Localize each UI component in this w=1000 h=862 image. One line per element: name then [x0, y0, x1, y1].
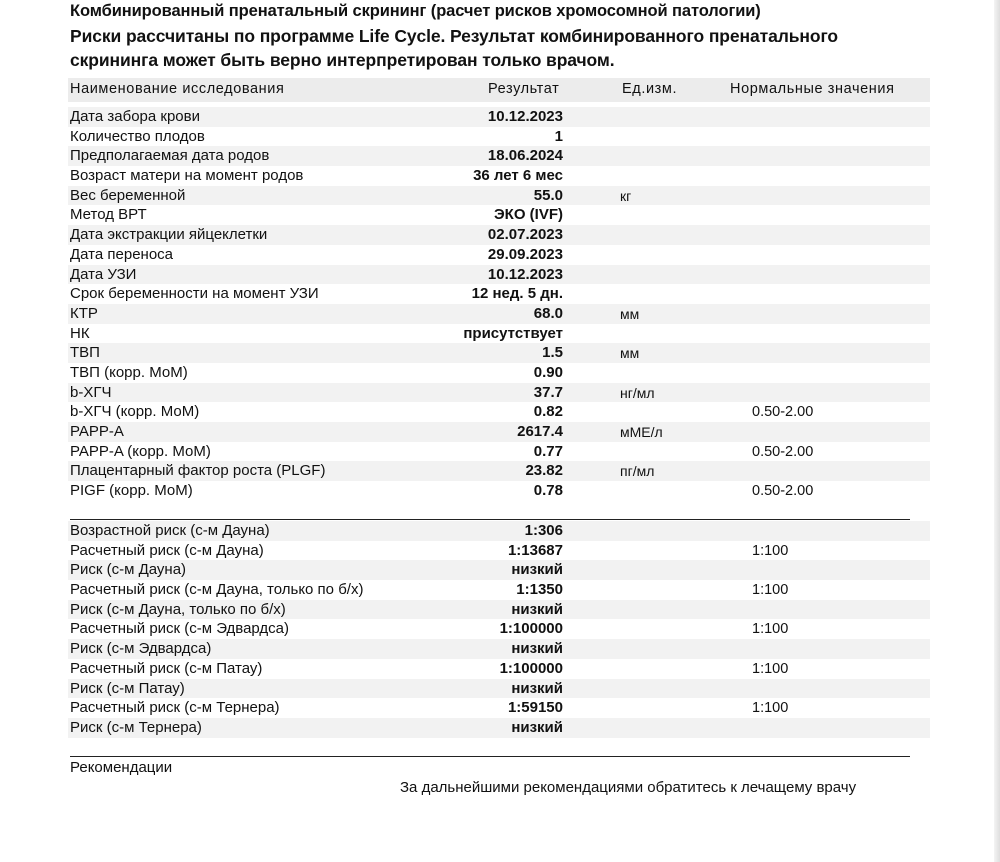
- table-row: [68, 698, 930, 718]
- header-norm: Нормальные значения: [730, 81, 895, 97]
- table-row: [68, 541, 930, 561]
- cell-result: присутствует: [463, 324, 563, 342]
- cell-name: Риск (с-м Дауна, только по б/х): [70, 600, 286, 618]
- table-row: [68, 461, 930, 481]
- cell-result: 18.06.2024: [487, 147, 563, 165]
- table-row: [68, 245, 930, 265]
- cell-name: КТР: [70, 304, 98, 322]
- cell-norm: 1:100: [752, 700, 789, 717]
- table-row: [68, 659, 930, 679]
- cell-name: Дата забора крови: [70, 108, 200, 125]
- cell-result: низкий: [511, 640, 563, 658]
- table-row: [68, 560, 930, 580]
- cell-name: Плацентарный фактор роста (PLGF): [70, 462, 326, 480]
- table-row: [68, 580, 930, 600]
- cell-result: 1.5: [542, 344, 563, 362]
- header-name: Наименование исследования: [70, 81, 285, 97]
- table-row: [68, 146, 930, 166]
- cell-result: 37.7: [533, 383, 563, 401]
- table-row: [68, 363, 930, 383]
- cell-unit: мМЕ/л: [620, 424, 663, 440]
- table-row: [68, 186, 930, 206]
- table-row: [68, 679, 930, 699]
- table-row: [68, 600, 930, 620]
- cell-result: низкий: [511, 561, 563, 579]
- cell-name: Риск (с-м Дауна): [70, 561, 187, 579]
- cell-result: низкий: [511, 600, 563, 618]
- cell-result: 29.09.2023: [487, 245, 563, 263]
- table-row: [68, 265, 930, 285]
- cell-unit: мм: [620, 305, 640, 322]
- cell-name: Риск (с-м Эдвардса): [70, 640, 212, 658]
- cell-result: 1:306: [524, 522, 563, 539]
- risks-table: [68, 521, 930, 738]
- table-row: [68, 304, 930, 324]
- table-row: [68, 442, 930, 462]
- cell-name: Расчетный риск (с-м Дауна): [70, 541, 264, 559]
- table-row: [68, 521, 930, 541]
- cell-norm: 1:100: [752, 660, 789, 677]
- cell-name: Дата переноса: [70, 245, 174, 263]
- cell-unit: нг/мл: [620, 384, 655, 401]
- cell-result: 10.12.2023: [487, 265, 563, 283]
- cell-result: 23.82: [525, 462, 563, 480]
- cell-name: Дата экстракции яйцеклетки: [70, 226, 268, 244]
- cell-result: ЭКО (IVF): [494, 206, 563, 224]
- cell-name: PIGF (корр. МоМ): [70, 482, 193, 500]
- recommendations-text: За дальнейшими рекомендациями обратитесь к лечащему врачу: [400, 779, 857, 796]
- recommendations-divider: [70, 756, 910, 757]
- header-result: Результат: [488, 81, 560, 97]
- cell-norm: 1:100: [752, 582, 789, 599]
- table-row: [68, 383, 930, 403]
- cell-result: 1:100000: [499, 620, 563, 638]
- table-row: [68, 718, 930, 738]
- cell-name: НК: [70, 324, 90, 342]
- table-row: [68, 324, 930, 344]
- cell-norm: 0.50-2.00: [752, 483, 814, 500]
- section-divider: [70, 519, 910, 520]
- cell-result: 1: [554, 127, 563, 145]
- cell-norm: 0.50-2.00: [752, 443, 814, 460]
- cell-result: низкий: [511, 718, 563, 736]
- table-row: [68, 343, 930, 363]
- table-row: [68, 284, 930, 304]
- cell-name: Метод ВРТ: [70, 206, 147, 224]
- cell-result: 1:100000: [499, 659, 563, 677]
- cell-name: b-ХГЧ: [70, 383, 112, 401]
- cell-name: ТВП (корр. МоМ): [70, 363, 188, 381]
- cell-norm: 1:100: [752, 542, 789, 559]
- cell-name: Риск (с-м Патау): [70, 679, 185, 697]
- cell-name: ТВП: [70, 344, 100, 362]
- cell-name: Расчетный риск (с-м Эдвардса): [70, 620, 290, 638]
- cell-name: Предполагаемая дата родов: [70, 147, 270, 165]
- table-row: [68, 225, 930, 245]
- measurements-table: [68, 107, 930, 501]
- cell-result: 36 лет 6 мес: [473, 167, 563, 185]
- cell-name: Возрастной риск (с-м Дауна): [70, 522, 270, 539]
- table-row: [68, 481, 930, 501]
- cell-name: PAPP-A: [70, 423, 124, 440]
- cell-result: 2617.4: [517, 423, 563, 440]
- cell-name: Риск (с-м Тернера): [70, 718, 202, 736]
- cell-result: 0.78: [533, 482, 563, 500]
- cell-result: 0.82: [533, 403, 563, 421]
- table-row: [68, 422, 930, 442]
- table-row: [68, 166, 930, 186]
- cell-unit: мм: [620, 345, 640, 362]
- cell-result: 10.12.2023: [487, 108, 563, 125]
- cell-name: Количество плодов: [70, 127, 205, 145]
- cell-name: Расчетный риск (с-м Дауна, только по б/х): [70, 581, 364, 599]
- cell-name: Дата УЗИ: [70, 265, 137, 283]
- cell-result: 1:13687: [507, 541, 563, 559]
- cell-result: 12 нед. 5 дн.: [471, 285, 563, 303]
- cell-name: PAPP-A (корр. МоМ): [70, 442, 211, 460]
- recommendations-label: Рекомендации: [70, 759, 173, 776]
- cell-result: 1:59150: [507, 699, 563, 717]
- cell-result: 0.77: [533, 442, 563, 460]
- cell-norm: 0.50-2.00: [752, 404, 814, 421]
- cell-unit: пг/мл: [620, 463, 655, 480]
- table-row: [68, 127, 930, 147]
- report-title: Комбинированный пренатальный скрининг (расчет рисков хромосомной патологии): [70, 2, 761, 20]
- table-header: [68, 78, 930, 102]
- cell-result: 68.0: [533, 304, 563, 322]
- header-unit: Ед.изм.: [622, 81, 678, 97]
- cell-name: Срок беременности на момент УЗИ: [70, 285, 319, 303]
- table-row: [68, 402, 930, 422]
- cell-result: 0.90: [533, 363, 563, 381]
- cell-name: Расчетный риск (с-м Патау): [70, 659, 263, 677]
- report-subtitle: Риски рассчитаны по программе Life Cycle. Результат комбинированного пренатального скрининга может быть верно интерпретирован только врачом.: [70, 26, 839, 70]
- table-row: [68, 107, 930, 127]
- cell-norm: 1:100: [752, 621, 789, 638]
- cell-result: 1:1350: [516, 581, 563, 599]
- table-row: [68, 205, 930, 225]
- page-edge: [994, 0, 1000, 862]
- cell-result: 02.07.2023: [487, 226, 563, 244]
- cell-result: 55.0: [533, 186, 563, 204]
- cell-name: Вес беременной: [70, 186, 186, 204]
- table-row: [68, 639, 930, 659]
- cell-unit: кг: [620, 187, 632, 204]
- cell-name: b-ХГЧ (корр. МоМ): [70, 403, 200, 421]
- cell-name: Возраст матери на момент родов: [70, 167, 304, 185]
- cell-result: низкий: [511, 679, 563, 697]
- cell-name: Расчетный риск (с-м Тернера): [70, 699, 280, 717]
- table-row: [68, 619, 930, 639]
